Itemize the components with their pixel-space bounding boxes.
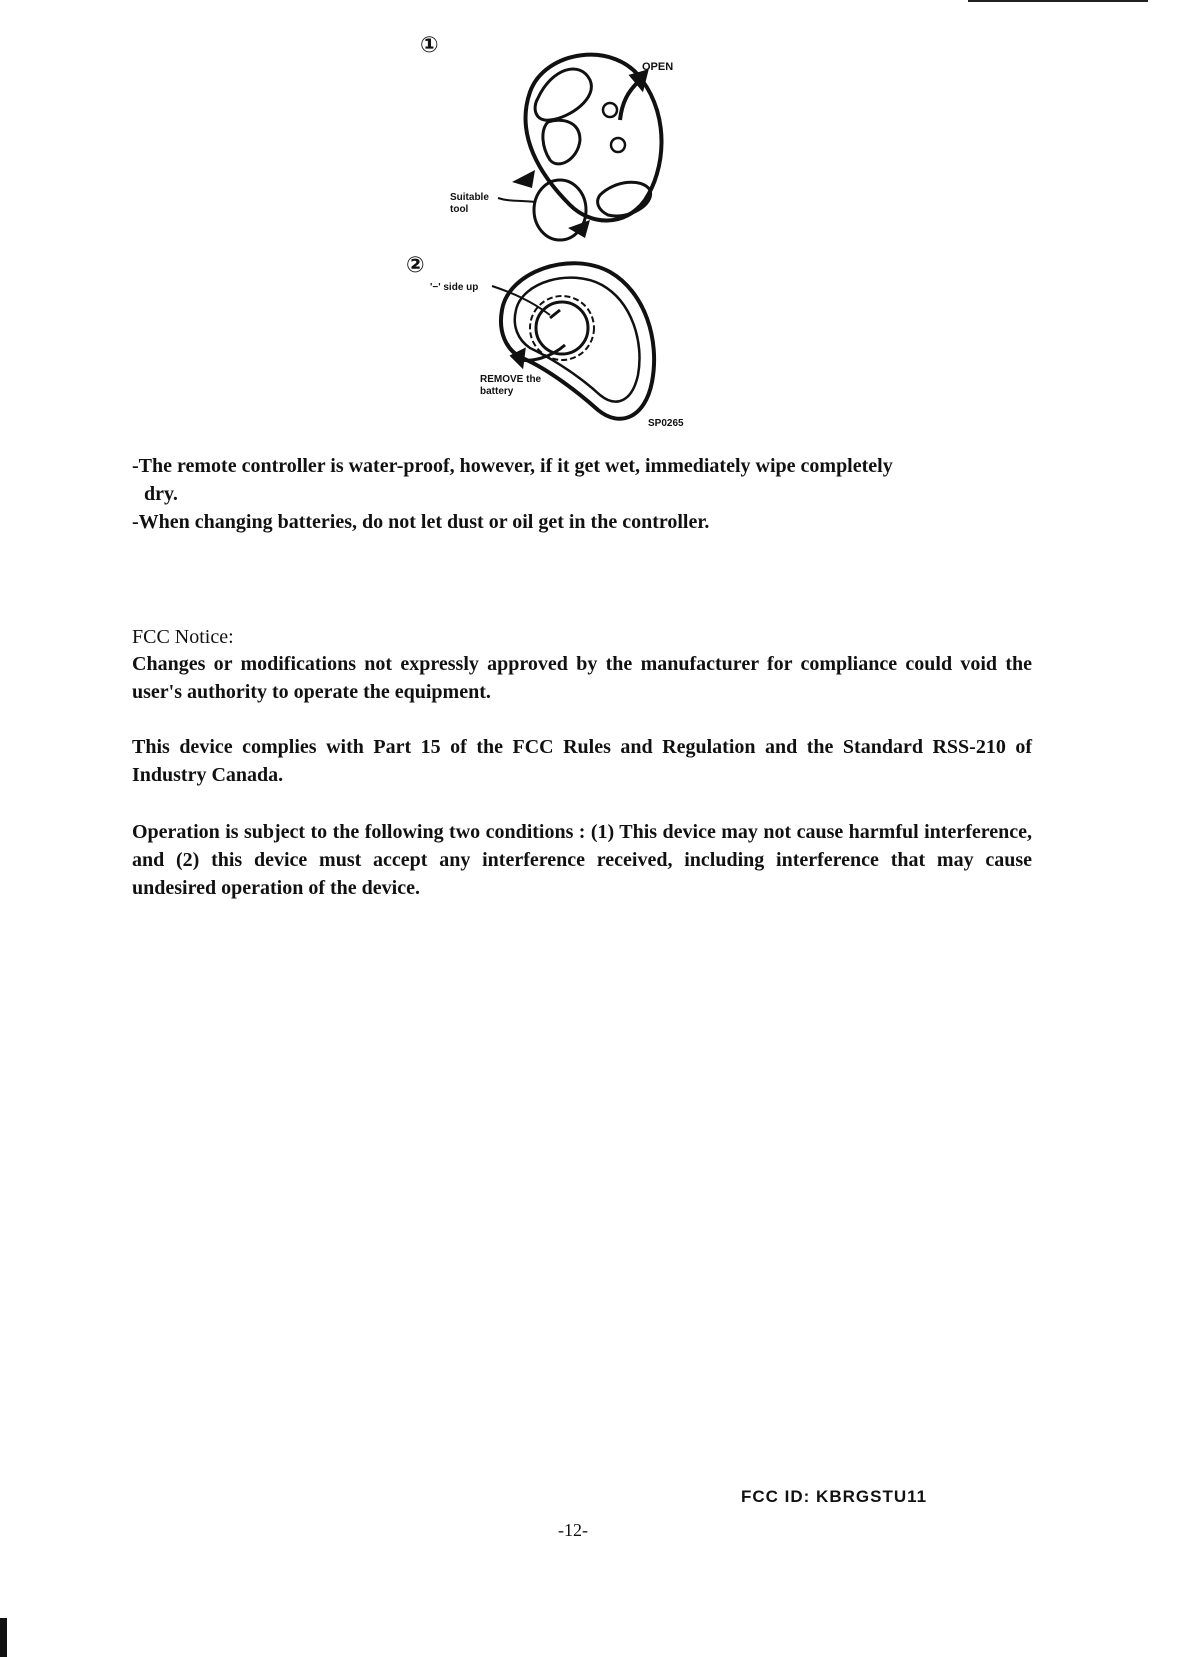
- note-waterproof: [132, 452, 1032, 508]
- tool-label-line2: tool: [450, 204, 469, 215]
- remote-controller-illustration: [406, 10, 740, 455]
- figure-code: SP0265: [648, 418, 684, 429]
- fcc-notice-title: FCC Notice:: [132, 626, 234, 648]
- scan-edge-mark: [0, 1618, 7, 1657]
- battery-replacement-figure: [406, 10, 740, 455]
- tool-label-line1: Suitable: [450, 192, 489, 203]
- note-waterproof-line2: dry.: [144, 483, 178, 505]
- fcc-id: FCC ID: KBRGSTU11: [741, 1487, 928, 1506]
- page-number: -12-: [558, 1520, 588, 1540]
- fcc-paragraph-modifications: Changes or modifications not expressly approved by the manufacturer for compliance could void the user's authority to operate the equipment.: [132, 653, 1032, 703]
- note-waterproof-line1: -The remote controller is water-proof, however, if it get wet, immediately wipe completely: [132, 455, 893, 477]
- remote-battery-drawing: [501, 263, 654, 418]
- remove-label-line2: battery: [480, 386, 514, 397]
- note-batteries: -When changing batteries, do not let dust or oil get in the controller.: [132, 511, 710, 533]
- open-label: OPEN: [642, 61, 674, 73]
- remove-label-line1: REMOVE the: [480, 374, 542, 385]
- fcc-paragraph-conditions: Operation is subject to the following two conditions : (1) This device may not cause harmful interference, and (2) this device must accept any interference received, including interference that may cause undesired operation of the device.: [132, 821, 1032, 899]
- tool-leader-line: [498, 198, 535, 202]
- open-arrow-icon: [620, 72, 646, 120]
- top-rule: [968, 0, 1148, 2]
- side-up-label: '−' side up: [430, 282, 479, 293]
- fcc-paragraph-compliance: This device complies with Part 15 of the FCC Rules and Regulation and the Standard RSS-210 of Industry Canada.: [132, 736, 1032, 786]
- step-2-marker: ②: [406, 252, 425, 277]
- step-1-marker: ①: [420, 32, 439, 57]
